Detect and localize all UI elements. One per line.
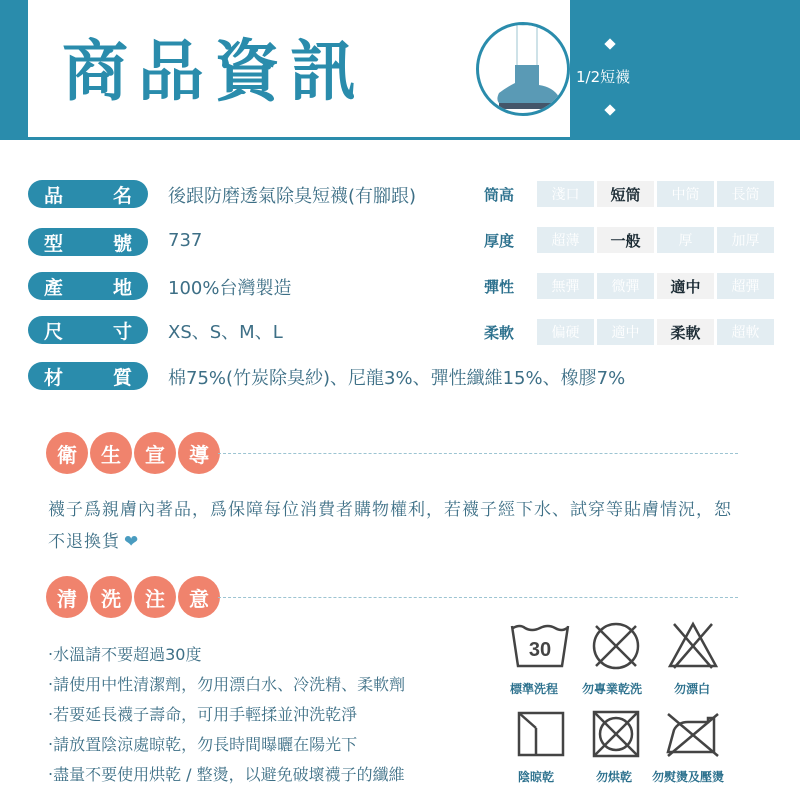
heart-icon: ❤ bbox=[124, 532, 140, 552]
scale-option: 偏硬 bbox=[537, 319, 594, 345]
scale-label: 彈性 bbox=[484, 277, 515, 296]
list-item: ‧若要延長襪子壽命，可用手輕揉並沖洗乾淨 bbox=[48, 705, 358, 724]
spec-label: 品 名 bbox=[28, 180, 148, 208]
scale-row-softness bbox=[484, 318, 774, 346]
heading-char: 洗 bbox=[90, 576, 132, 618]
section-divider bbox=[218, 597, 738, 598]
spec-label: 材 質 bbox=[28, 362, 148, 390]
sock-length-icon bbox=[476, 22, 570, 116]
spec-value: 100%台灣製造 bbox=[168, 278, 292, 299]
heading-char: 清 bbox=[46, 576, 88, 618]
scale-option-selected: 適中 bbox=[657, 273, 714, 299]
scale-option: 適中 bbox=[597, 319, 654, 345]
wash-caption: 勿烘乾 bbox=[596, 770, 633, 784]
list-item: ‧水溫請不要超過30度 bbox=[48, 645, 202, 664]
spec-value: 後跟防磨透氣除臭短襪(有腳跟) bbox=[168, 186, 417, 207]
heading-char: 生 bbox=[90, 432, 132, 474]
spec-label: 尺 寸 bbox=[28, 316, 148, 344]
spec-label: 產 地 bbox=[28, 272, 148, 300]
scale-option: 微彈 bbox=[597, 273, 654, 299]
care-heading bbox=[46, 576, 222, 618]
hygiene-heading bbox=[46, 432, 222, 474]
no-dry-clean-icon bbox=[590, 620, 642, 676]
scale-option: 超薄 bbox=[537, 227, 594, 253]
wash-caption: 勿漂白 bbox=[674, 682, 711, 696]
scale-option: 長筒 bbox=[717, 181, 774, 207]
scale-option: 無彈 bbox=[537, 273, 594, 299]
no-bleach-icon bbox=[666, 620, 720, 674]
section-divider bbox=[218, 453, 738, 454]
scale-option: 淺口 bbox=[537, 181, 594, 207]
heading-char: 導 bbox=[178, 432, 220, 474]
scale-label: 柔軟 bbox=[484, 323, 515, 342]
scale-option-selected: 柔軟 bbox=[657, 319, 714, 345]
spec-value: XS、S、M、L bbox=[168, 322, 283, 343]
heading-char: 衛 bbox=[46, 432, 88, 474]
heading-char: 注 bbox=[134, 576, 176, 618]
scale-option: 超彈 bbox=[717, 273, 774, 299]
scale-label: 厚度 bbox=[484, 231, 515, 250]
scale-option: 超軟 bbox=[717, 319, 774, 345]
wash-temp-label: 30 bbox=[528, 639, 552, 661]
spec-value: 棉75%(竹炭除臭紗)、尼龍3%、彈性纖維15%、橡膠7% bbox=[168, 368, 626, 389]
list-item: ‧請使用中性清潔劑，勿用漂白水、冷洗精、柔軟劑 bbox=[48, 675, 406, 694]
page-title: 商品資訊 bbox=[62, 33, 366, 110]
care-list bbox=[48, 640, 405, 790]
scale-option-selected: 短筒 bbox=[597, 181, 654, 207]
scale-option: 厚 bbox=[657, 227, 714, 253]
hygiene-text: 襪子爲親膚內著品，爲保障每位消費者購物權利，若襪子經下水、試穿等貼膚情況，恕不退換貨 ❤ bbox=[48, 494, 748, 558]
scale-row-thickness bbox=[484, 226, 774, 254]
wash-caption: 標準洗程 bbox=[510, 682, 559, 696]
scale-option: 中筒 bbox=[657, 181, 714, 207]
scale-option-selected: 一般 bbox=[597, 227, 654, 253]
wash-caption: 陰晾乾 bbox=[518, 770, 555, 784]
heading-char: 意 bbox=[178, 576, 220, 618]
spec-label: 型 號 bbox=[28, 228, 148, 256]
wash-tub-icon bbox=[510, 622, 570, 672]
scale-row-elasticity bbox=[484, 272, 774, 300]
wash-caption: 勿熨燙及壓燙 bbox=[652, 770, 725, 784]
scale-row-height bbox=[484, 180, 774, 208]
spec-value: 737 bbox=[168, 230, 203, 251]
shade-dry-icon bbox=[516, 710, 566, 762]
list-item: ‧盡量不要使用烘乾 / 整燙，以避免破壞襪子的纖維 bbox=[48, 765, 405, 784]
no-iron-icon bbox=[664, 710, 722, 762]
sock-type-label: 1/2短襪 bbox=[576, 68, 631, 86]
heading-char: 宣 bbox=[134, 432, 176, 474]
scale-option: 加厚 bbox=[717, 227, 774, 253]
scale-label: 筒高 bbox=[484, 185, 515, 204]
wash-caption: 勿專業乾洗 bbox=[582, 682, 643, 696]
list-item: ‧請放置陰涼處晾乾，勿長時間曝曬在陽光下 bbox=[48, 735, 358, 754]
no-tumble-dry-icon bbox=[590, 708, 642, 764]
